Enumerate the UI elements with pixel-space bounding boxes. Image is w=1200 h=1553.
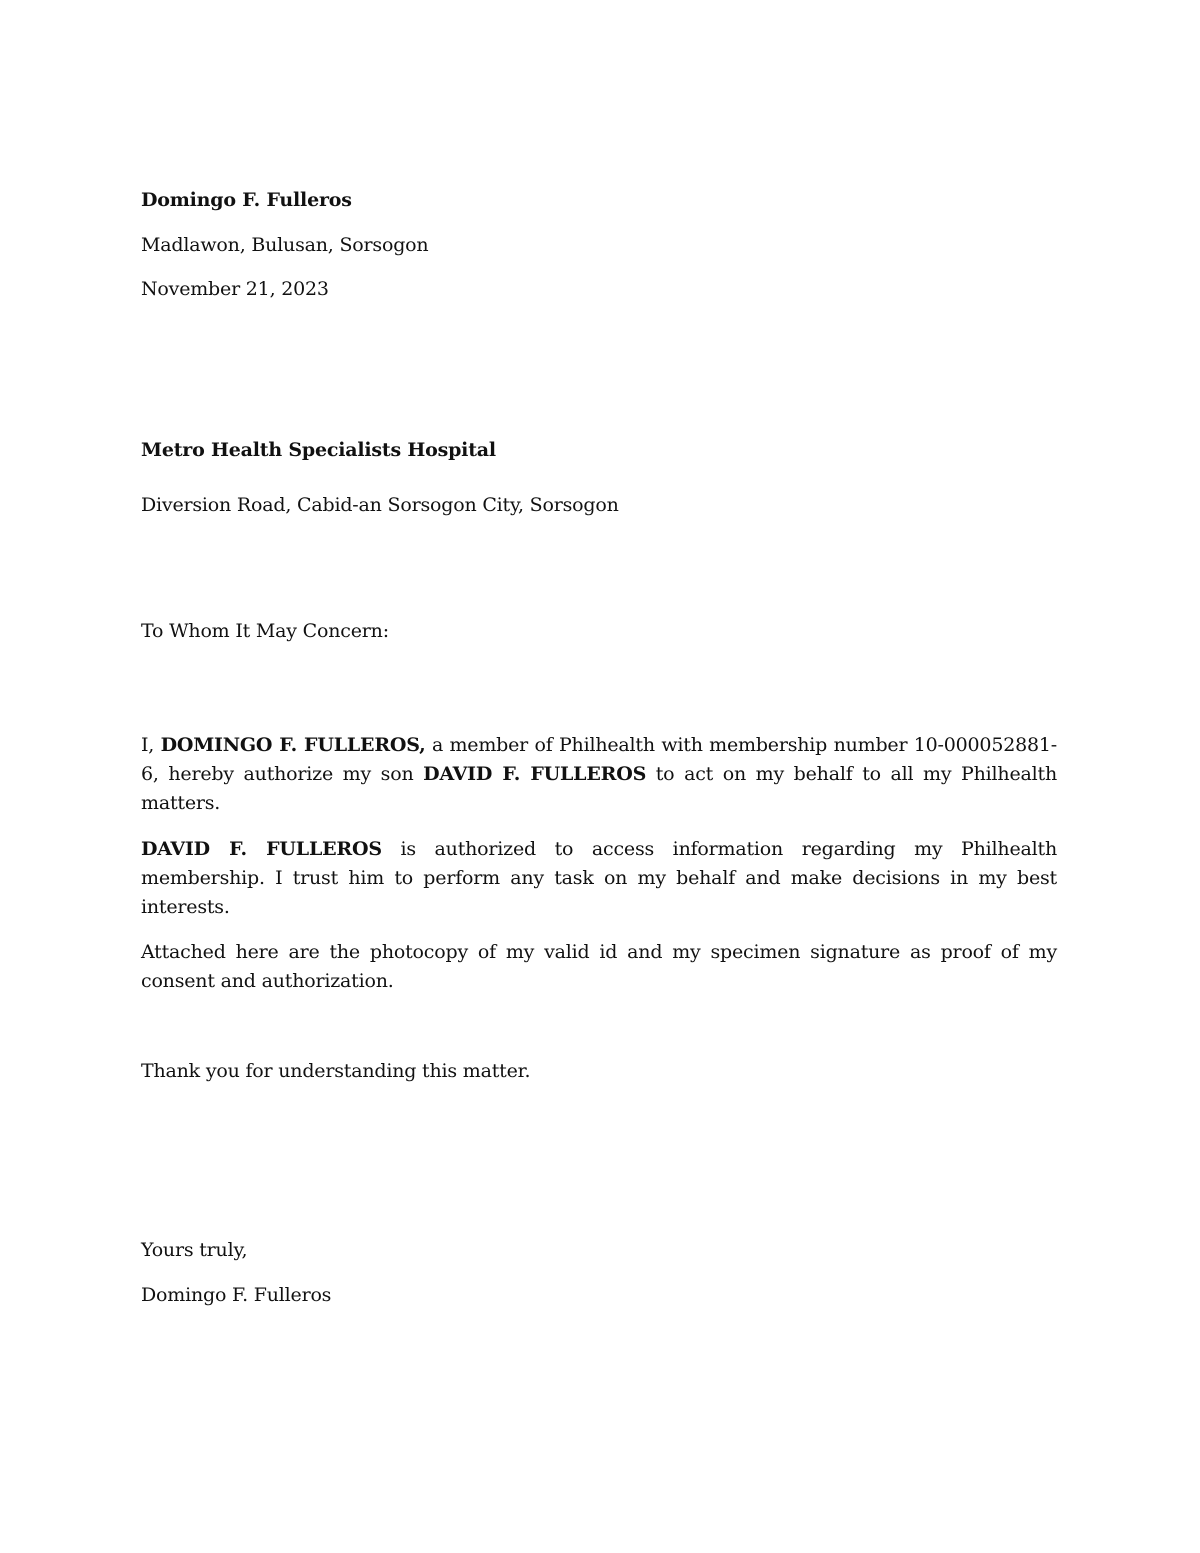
p1-text-1: I,	[141, 734, 161, 756]
sender-name: Domingo F. Fulleros	[141, 189, 352, 211]
p1-bold-son-name: DAVID F. FULLEROS	[423, 763, 647, 785]
body-paragraph-4: Thank you for understanding this matter.	[141, 1060, 531, 1082]
signature-name: Domingo F. Fulleros	[141, 1284, 332, 1306]
recipient-name: Metro Health Specialists Hospital	[141, 439, 496, 461]
sender-address: Madlawon, Bulusan, Sorsogon	[141, 234, 429, 256]
salutation: To Whom It May Concern:	[141, 620, 389, 642]
p1-text-3: to act on my behalf to all my Philhealth matters.	[141, 763, 1057, 814]
p2-bold-son-name: DAVID F. FULLEROS	[141, 838, 382, 860]
body-paragraph-3: Attached here are the photocopy of my valid id and my specimen signature as proof of my consent and authorization.	[141, 941, 1057, 992]
p2-text: is authorized to access information regarding my Philhealth membership. I trust him to perform any task on my behalf and make decisions in my best interests.	[141, 838, 1057, 918]
body-paragraph-2	[141, 835, 1057, 922]
valediction: Yours truly,	[141, 1239, 248, 1261]
body-paragraph-1	[141, 731, 1057, 818]
p1-bold-member-name: DOMINGO F. FULLEROS,	[160, 734, 426, 756]
letter-date: November 21, 2023	[141, 278, 329, 300]
p1-text-2: a member of Philhealth with membership number 10-000052881-6, hereby authorize my son	[141, 734, 1057, 785]
recipient-address: Diversion Road, Cabid-an Sorsogon City, Sorsogon	[141, 494, 619, 516]
